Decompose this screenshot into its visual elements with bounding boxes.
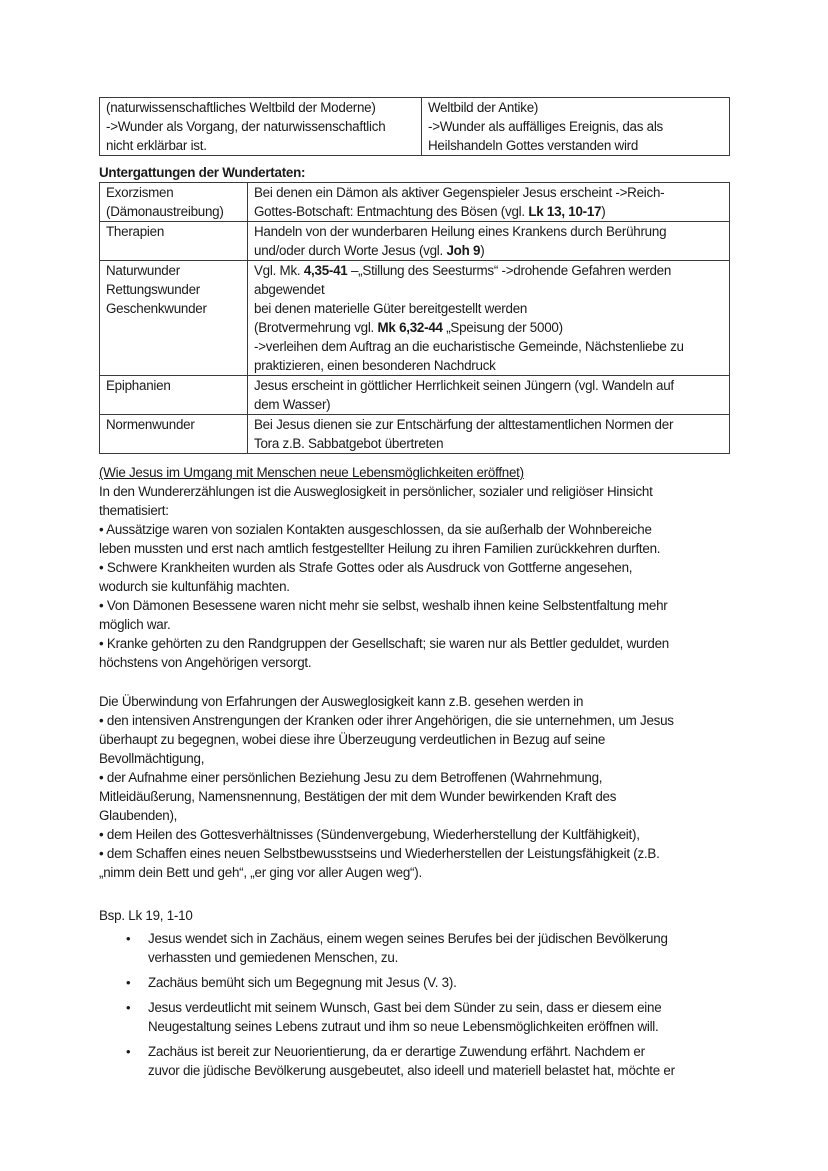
description-cell: [248, 183, 730, 222]
ancient-worldview-cell: [422, 98, 730, 156]
list-item-line: Jesus verdeutlicht mit seinem Wunsch, Gast bei dem Sünder zu sein, dass er diesem eine: [148, 1000, 662, 1015]
modern-worldview-cell: [100, 98, 422, 156]
list-item: [126, 973, 748, 992]
cell-text: nicht erklärbar ist.: [106, 138, 207, 153]
bible-reference: 4,35-41: [303, 263, 348, 278]
type-name: Rettungswunder: [106, 282, 201, 297]
text: Vgl. Mk.: [254, 263, 304, 278]
cell-text: bei denen materielle Güter bereitgestellt werden: [254, 301, 528, 316]
cell-text: ->Wunder als Vorgang, der naturwissenschaftlich: [106, 119, 386, 134]
description-cell: [248, 261, 730, 376]
types-heading: Untergattungen der Wundertaten:: [99, 165, 306, 180]
text: –„Stillung des Seesturms“ ->drohende Gefahren werden: [347, 263, 672, 278]
bible-reference: Mk 6,32-44: [377, 320, 443, 335]
cell-text: dem Wasser): [254, 397, 331, 412]
bullet-line: • dem Heilen des Gottesverhältnisses (Sündenvergebung, Wiederherstellung der Kultfähigkeit),: [99, 827, 640, 842]
list-item-line: verhassten und gemiedenen Menschen, zu.: [148, 950, 399, 965]
text: und/oder durch Worte Jesus (vgl.: [254, 243, 447, 258]
paragraph-line: überhaupt zu begegnen, wobei diese ihre Überzeugung verdeutlichen in Bezug auf seine: [99, 732, 606, 747]
cell-text: ->verleihen dem Auftrag an die eucharistische Gemeinde, Nächstenliebe zu: [254, 339, 684, 354]
type-cell: [100, 415, 248, 454]
bullet-line: • der Aufnahme einer persönlichen Beziehung Jesu zu dem Betroffenen (Wahrnehmung,: [99, 770, 603, 785]
type-name: Normenwunder: [106, 417, 195, 432]
bullet-icon: •: [126, 1044, 131, 1059]
list-item-line: Zachäus bemüht sich um Begegnung mit Jesus (V. 3).: [148, 975, 457, 990]
bullet-line: • den intensiven Anstrengungen der Kranken oder ihrer Angehörigen, die sie unternehmen, um Jesus: [99, 713, 674, 728]
list-item-line: Zachäus ist bereit zur Neuorientierung, da er derartige Zuwendung erfährt. Nachdem er: [148, 1044, 645, 1059]
cell-text: Handeln von der wunderbaren Heilung eines Krankens durch Berührung: [254, 224, 667, 239]
paragraph-line: „nimm dein Bett und geh“, „er ging vor aller Augen weg“).: [99, 865, 422, 880]
section-title: (Wie Jesus im Umgang mit Menschen neue Lebensmöglichkeiten eröffnet): [99, 465, 524, 480]
list-item: [126, 1042, 748, 1080]
paragraph-line: Mitleidäußerung, Namensnennung, Bestätigen der mit dem Wunder bewirkenden Kraft des: [99, 789, 617, 804]
paragraph-line: Glaubenden),: [99, 808, 178, 823]
paragraph-line: Bevollmächtigung,: [99, 751, 205, 766]
cell-text: abgewendet: [254, 282, 325, 297]
text: (Brotvermehrung vgl.: [254, 320, 378, 335]
section-life-possibilities: [99, 463, 739, 672]
example-heading: Bsp. Lk 19, 1-10: [99, 908, 193, 923]
text: ): [601, 204, 606, 219]
cell-text: [254, 261, 729, 280]
description-cell: [248, 222, 730, 261]
section-overcoming-hopelessness: [99, 692, 739, 882]
cell-text: Bei Jesus dienen sie zur Entschärfung der alttestamentlichen Normen der: [254, 417, 674, 432]
cell-text: Weltbild der Antike): [428, 100, 539, 115]
bullet-line: • Aussätzige waren von sozialen Kontakten ausgeschlossen, da sie außerhalb der Wohnbereiche: [99, 522, 652, 537]
table-row: [100, 415, 730, 454]
list-item: [126, 929, 748, 967]
table-row: [100, 222, 730, 261]
type-cell: [100, 222, 248, 261]
table-row: [100, 376, 730, 415]
list-item-line: Neugestaltung seines Lebens zutraut und ihm so neue Lebensmöglichkeiten eröffnen will.: [148, 1019, 659, 1034]
paragraph-line: höchstens von Angehörigen versorgt.: [99, 655, 312, 670]
description-cell: [248, 376, 730, 415]
type-cell: [100, 183, 248, 222]
paragraph-line: leben mussten und erst nach amtlich festgestellter Heilung zu ihren Familien zurückkehren durften.: [99, 541, 661, 556]
bullet-line: • Kranke gehörten zu den Randgruppen der Gesellschaft; sie waren nur als Bettler geduldet, wurden: [99, 636, 669, 651]
type-name: Therapien: [106, 224, 165, 239]
table-row: [100, 183, 730, 222]
paragraph-line: wodurch sie kultunfähig machten.: [99, 579, 290, 594]
bullet-line: • dem Schaffen eines neuen Selbstbewusstseins und Wiederherstellen der Leistungsfähigkeit (z.B.: [99, 846, 660, 861]
bible-reference: Lk 13, 10-17: [528, 204, 602, 219]
paragraph-line: Die Überwindung von Erfahrungen der Ausweglosigkeit kann z.B. gesehen werden in: [99, 694, 584, 709]
bullet-icon: •: [126, 1000, 131, 1015]
worldview-comparison-table: [99, 97, 730, 156]
bullet-line: • Von Dämonen Besessene waren nicht mehr sie selbst, weshalb ihnen keine Selbstentfaltung mehr: [99, 598, 668, 613]
list-item: [126, 998, 748, 1036]
type-name: Exorzismen: [106, 185, 174, 200]
bullet-icon: •: [126, 975, 131, 990]
list-item-line: Jesus wendet sich in Zachäus, einem wegen seines Berufes bei der jüdischen Bevölkerung: [148, 931, 668, 946]
table-row: [100, 261, 730, 376]
cell-text: praktizieren, einen besonderen Nachdruck: [254, 358, 496, 373]
paragraph-line: In den Wundererzählungen ist die Ausweglosigkeit in persönlicher, sozialer und religiöser Hinsicht: [99, 484, 653, 499]
cell-text: Heilshandeln Gottes verstanden wird: [428, 138, 639, 153]
cell-text: Bei denen ein Dämon als aktiver Gegenspieler Jesus erscheint ->Reich-: [254, 185, 665, 200]
bullet-icon: •: [126, 931, 131, 946]
text: ): [480, 243, 485, 258]
text: Gottes-Botschaft: Entmachtung des Bösen (vgl.: [254, 204, 529, 219]
cell-text: [254, 318, 729, 337]
cell-text: Jesus erscheint in göttlicher Herrlichkeit seinen Jüngern (vgl. Wandeln auf: [254, 378, 674, 393]
type-name: Geschenkwunder: [106, 301, 207, 316]
paragraph-line: thematisiert:: [99, 503, 169, 518]
cell-text: (naturwissenschaftliches Weltbild der Moderne): [106, 100, 376, 115]
list-item-line: zuvor die jüdische Bevölkerung ausgebeutet, also ideell und materiell belastet hat, möchte er: [148, 1063, 675, 1078]
cell-text: Tora z.B. Sabbatgebot übertreten: [254, 436, 444, 451]
cell-text: [254, 241, 729, 260]
text: „Speisung der 5000): [442, 320, 563, 335]
type-cell: [100, 261, 248, 376]
bullet-line: • Schwere Krankheiten wurden als Strafe Gottes oder als Ausdruck von Gottferne angesehen,: [99, 560, 633, 575]
cell-text: [254, 202, 729, 221]
description-cell: [248, 415, 730, 454]
type-name: Naturwunder: [106, 263, 180, 278]
table-row: [100, 98, 730, 156]
paragraph-line: möglich war.: [99, 617, 171, 632]
type-cell: [100, 376, 248, 415]
type-name: (Dämonaustreibung): [106, 204, 224, 219]
cell-text: ->Wunder als auffälliges Ereignis, das als: [428, 119, 664, 134]
miracle-types-table: [99, 182, 730, 454]
bible-reference: Joh 9: [446, 243, 481, 258]
type-name: Epiphanien: [106, 378, 171, 393]
